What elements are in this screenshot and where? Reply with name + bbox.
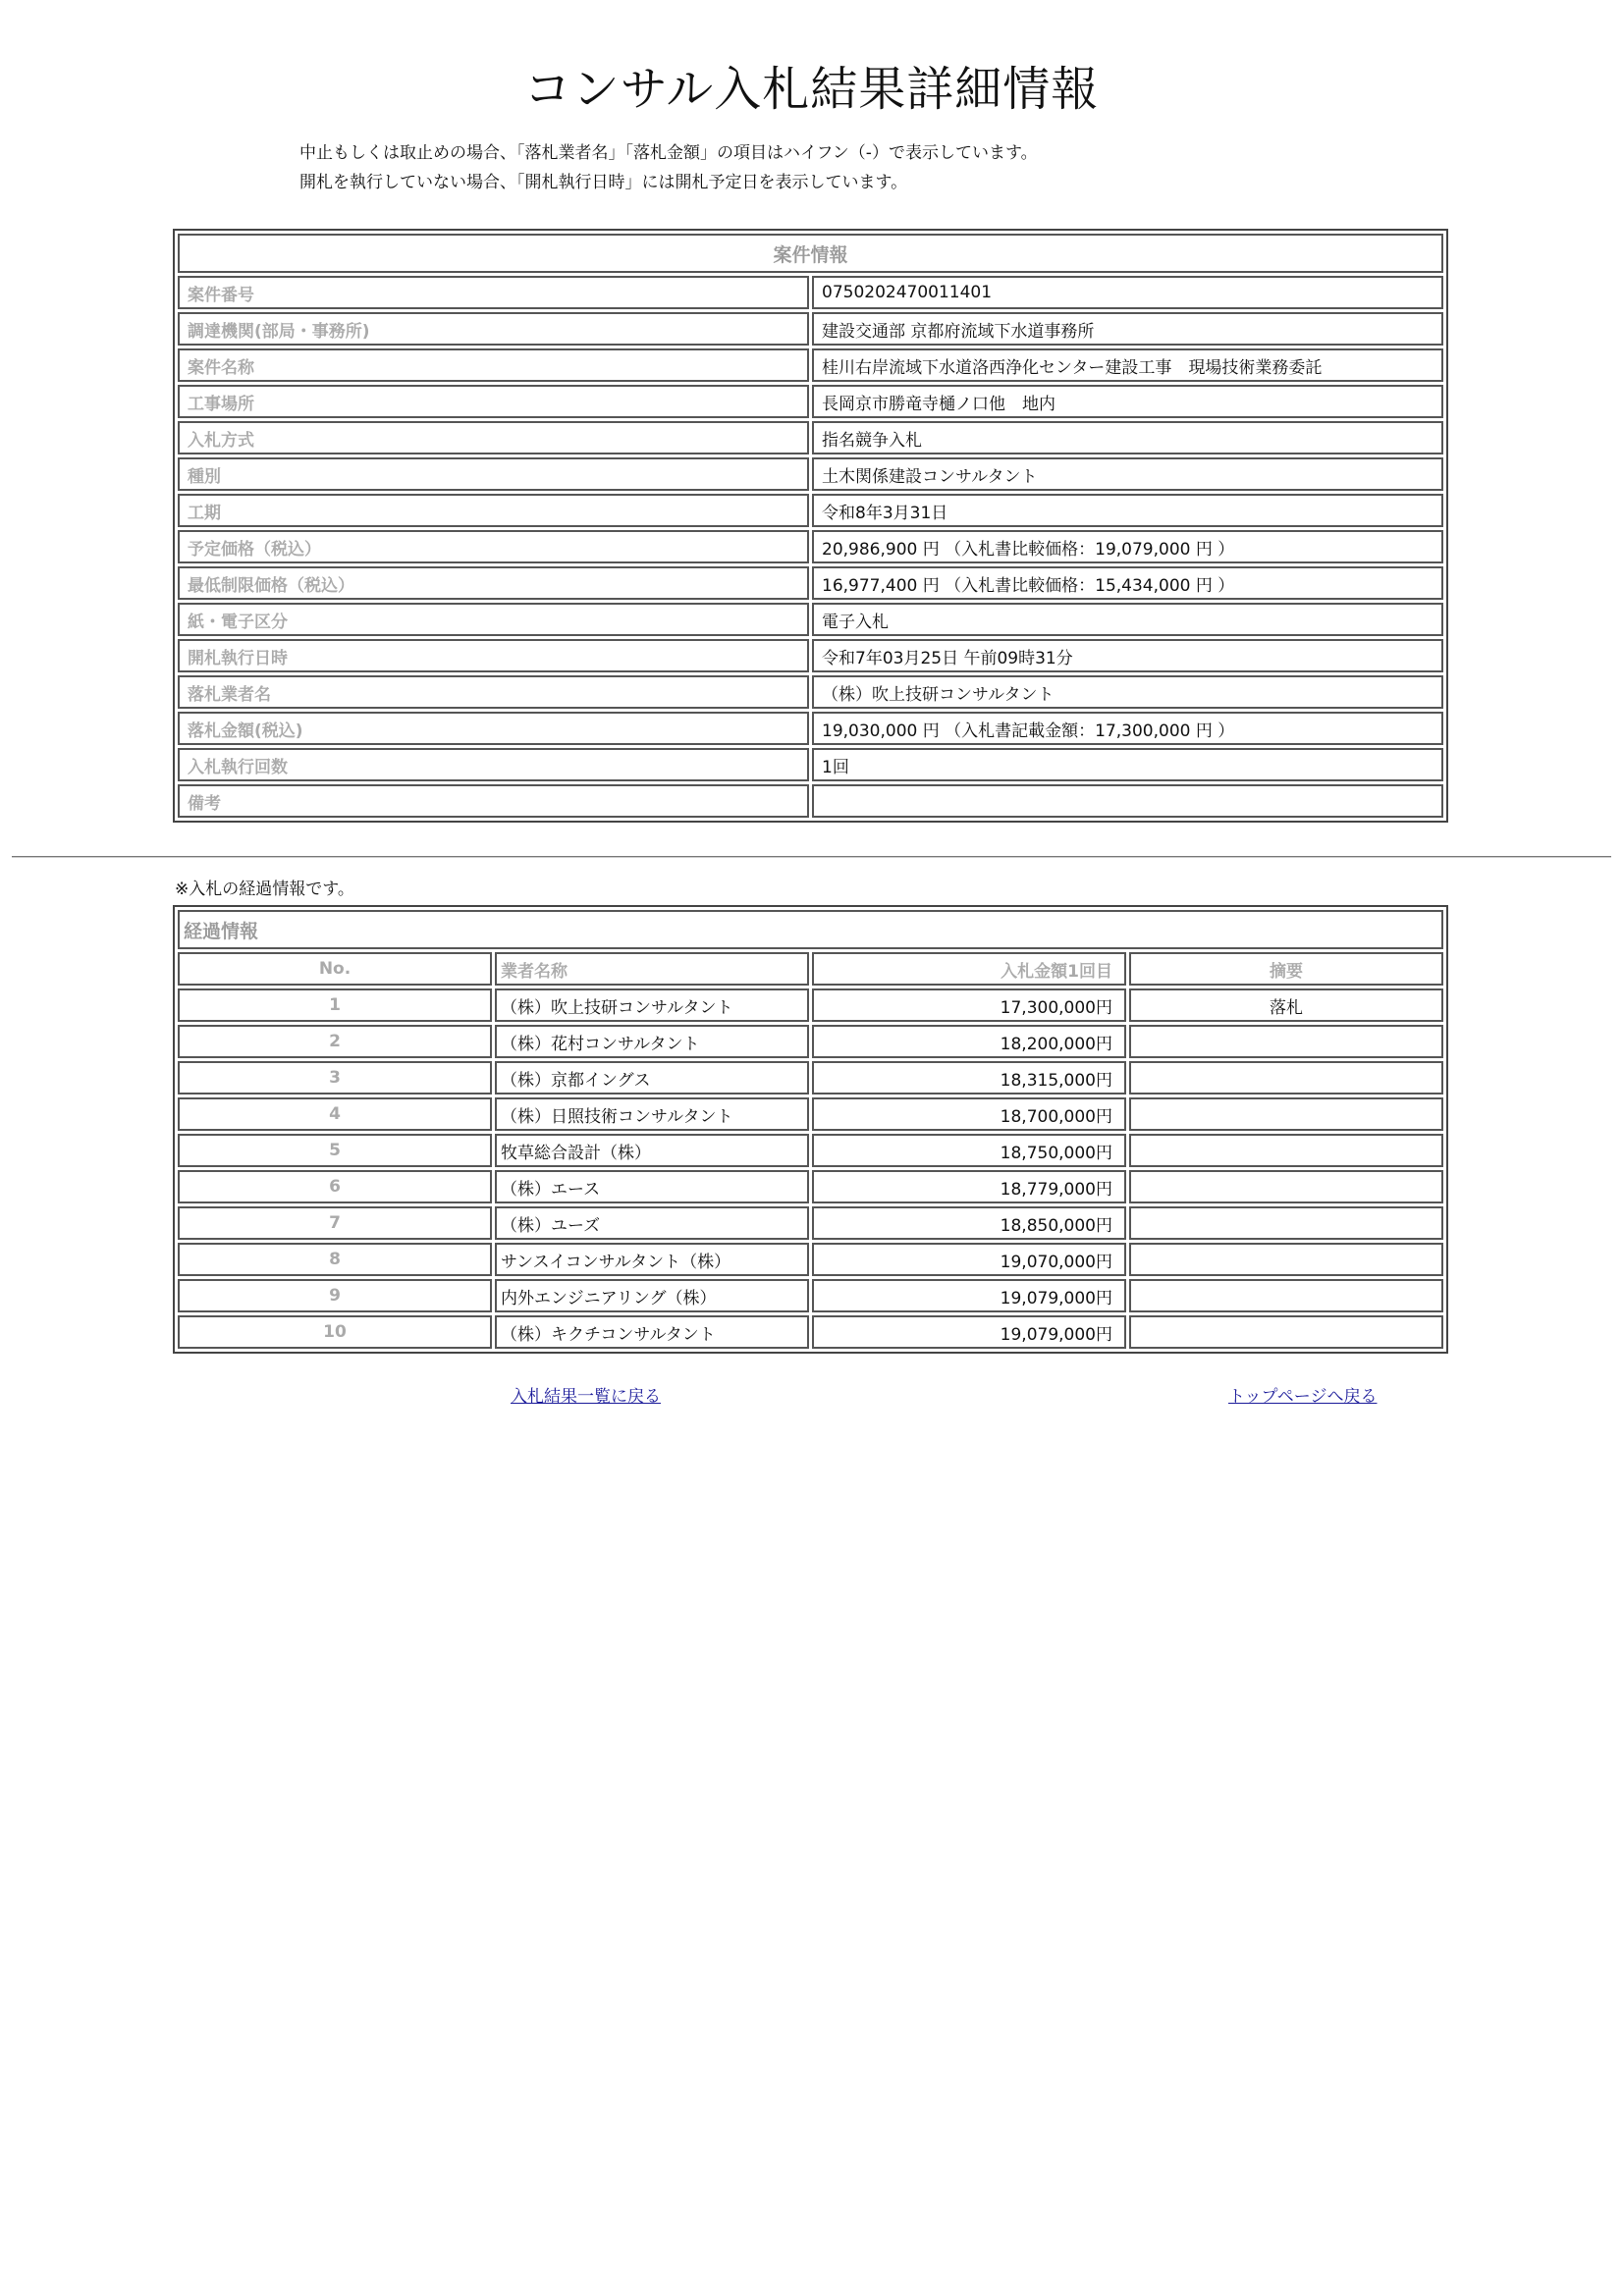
case-info-title-row xyxy=(178,234,1443,273)
bid-amount: 18,315,000円 xyxy=(812,1061,1126,1095)
header-no: No. xyxy=(178,952,492,986)
progress-title: 経過情報 xyxy=(178,910,1443,949)
case-info-value: 20,986,900 円 （入札書比較価格：19,079,000 円 ） xyxy=(812,530,1443,563)
bidder-name: （株）吹上技研コンサルタント xyxy=(495,988,809,1022)
progress-note: ※入札の経過情報です。 xyxy=(175,880,354,899)
bid-remarks xyxy=(1129,1170,1443,1203)
bid-remarks xyxy=(1129,1134,1443,1167)
case-info-label: 落札業者名 xyxy=(178,675,809,709)
table-row xyxy=(178,1134,1443,1167)
case-info-label: 種別 xyxy=(178,457,809,491)
case-info-value xyxy=(812,784,1443,818)
progress-table xyxy=(173,905,1448,1354)
note-line: 開札を執行していない場合、「開札執行日時」には開札予定日を表示しています。 xyxy=(299,173,908,192)
bidder-no: 4 xyxy=(178,1097,492,1131)
case-info-value: 長岡京市勝竜寺樋ノ口他 地内 xyxy=(812,385,1443,418)
bid-amount: 19,070,000円 xyxy=(812,1243,1126,1276)
bidder-no: 2 xyxy=(178,1025,492,1058)
notes xyxy=(299,138,1038,197)
case-info-row xyxy=(178,784,1443,818)
back-to-top-link[interactable]: トップページへ戻る xyxy=(1228,1387,1378,1407)
case-info-row xyxy=(178,748,1443,781)
bidder-name: 内外エンジニアリング（株） xyxy=(495,1279,809,1312)
divider xyxy=(12,856,1611,858)
case-info-value: 0750202470011401 xyxy=(812,276,1443,309)
case-info-row xyxy=(178,276,1443,309)
case-info-row xyxy=(178,675,1443,709)
header-remarks: 摘要 xyxy=(1129,952,1443,986)
bid-remarks: 落札 xyxy=(1129,988,1443,1022)
case-info-row xyxy=(178,348,1443,382)
case-info-row xyxy=(178,566,1443,600)
case-info-title: 案件情報 xyxy=(178,234,1443,273)
case-info-label: 入札方式 xyxy=(178,421,809,454)
case-info-label: 案件名称 xyxy=(178,348,809,382)
case-info-value: 土木関係建設コンサルタント xyxy=(812,457,1443,491)
bid-amount: 18,750,000円 xyxy=(812,1134,1126,1167)
table-row xyxy=(178,1061,1443,1095)
table-row xyxy=(178,1097,1443,1131)
case-info-label: 落札金額(税込) xyxy=(178,712,809,745)
table-row xyxy=(178,1279,1443,1312)
case-info-row xyxy=(178,603,1443,636)
case-info-value: 指名競争入札 xyxy=(812,421,1443,454)
case-info-row xyxy=(178,312,1443,346)
bidder-no: 5 xyxy=(178,1134,492,1167)
bid-remarks xyxy=(1129,1279,1443,1312)
case-info-value: 19,030,000 円 （入札書記載金額：17,300,000 円 ） xyxy=(812,712,1443,745)
bid-amount: 19,079,000円 xyxy=(812,1315,1126,1349)
bidder-no: 8 xyxy=(178,1243,492,1276)
bidder-no: 6 xyxy=(178,1170,492,1203)
case-info-value: 16,977,400 円 （入札書比較価格：15,434,000 円 ） xyxy=(812,566,1443,600)
table-row xyxy=(178,1170,1443,1203)
bid-remarks xyxy=(1129,1315,1443,1349)
bid-amount: 18,850,000円 xyxy=(812,1206,1126,1240)
case-info-label: 工事場所 xyxy=(178,385,809,418)
bidder-no: 9 xyxy=(178,1279,492,1312)
bidder-name: （株）花村コンサルタント xyxy=(495,1025,809,1058)
case-info-label: 開札執行日時 xyxy=(178,639,809,672)
bidder-name: （株）キクチコンサルタント xyxy=(495,1315,809,1349)
bid-remarks xyxy=(1129,1061,1443,1095)
case-info-label: 予定価格（税込） xyxy=(178,530,809,563)
bid-remarks xyxy=(1129,1206,1443,1240)
case-info-row xyxy=(178,421,1443,454)
case-info-label: 調達機関(部局・事務所) xyxy=(178,312,809,346)
note-line: 中止もしくは取止めの場合、「落札業者名」「落札金額」の項目はハイフン（-）で表示しています。 xyxy=(299,143,1038,163)
case-info-label: 案件番号 xyxy=(178,276,809,309)
bid-amount: 19,079,000円 xyxy=(812,1279,1126,1312)
case-info-value: 令和8年3月31日 xyxy=(812,494,1443,527)
case-info-row xyxy=(178,385,1443,418)
case-info-row xyxy=(178,494,1443,527)
progress-header-row xyxy=(178,952,1443,986)
case-info-label: 最低制限価格（税込） xyxy=(178,566,809,600)
page-title: コンサル入札結果詳細情報 xyxy=(523,62,1100,117)
case-info-value: （株）吹上技研コンサルタント xyxy=(812,675,1443,709)
case-info-row xyxy=(178,639,1443,672)
table-row xyxy=(178,1206,1443,1240)
case-info-value: 1回 xyxy=(812,748,1443,781)
progress-title-row xyxy=(178,910,1443,949)
bidder-no: 10 xyxy=(178,1315,492,1349)
bid-amount: 18,779,000円 xyxy=(812,1170,1126,1203)
case-info-label: 紙・電子区分 xyxy=(178,603,809,636)
table-row xyxy=(178,988,1443,1022)
case-info-table xyxy=(173,229,1448,823)
bid-amount: 18,200,000円 xyxy=(812,1025,1126,1058)
case-info-label: 備考 xyxy=(178,784,809,818)
bidder-name: （株）エース xyxy=(495,1170,809,1203)
bid-amount: 18,700,000円 xyxy=(812,1097,1126,1131)
table-row xyxy=(178,1315,1443,1349)
case-info-row xyxy=(178,457,1443,491)
back-to-list-link[interactable]: 入札結果一覧に戻る xyxy=(511,1387,661,1407)
bidder-no: 7 xyxy=(178,1206,492,1240)
bid-amount: 17,300,000円 xyxy=(812,988,1126,1022)
case-info-value: 電子入札 xyxy=(812,603,1443,636)
bid-remarks xyxy=(1129,1097,1443,1131)
header-amount: 入札金額1回目 xyxy=(812,952,1126,986)
case-info-value: 建設交通部 京都府流域下水道事務所 xyxy=(812,312,1443,346)
case-info-row xyxy=(178,712,1443,745)
table-row xyxy=(178,1243,1443,1276)
bidder-no: 3 xyxy=(178,1061,492,1095)
header-name: 業者名称 xyxy=(495,952,809,986)
bid-remarks xyxy=(1129,1243,1443,1276)
case-info-value: 桂川右岸流域下水道洛西浄化センター建設工事 現場技術業務委託 xyxy=(812,348,1443,382)
bid-remarks xyxy=(1129,1025,1443,1058)
case-info-row xyxy=(178,530,1443,563)
bidder-name: （株）日照技術コンサルタント xyxy=(495,1097,809,1131)
bidder-name: サンスイコンサルタント（株） xyxy=(495,1243,809,1276)
case-info-label: 入札執行回数 xyxy=(178,748,809,781)
case-info-label: 工期 xyxy=(178,494,809,527)
case-info-value: 令和7年03月25日 午前09時31分 xyxy=(812,639,1443,672)
bidder-name: 牧草総合設計（株） xyxy=(495,1134,809,1167)
bidder-name: （株）ユーズ xyxy=(495,1206,809,1240)
bidder-no: 1 xyxy=(178,988,492,1022)
bidder-name: （株）京都イングス xyxy=(495,1061,809,1095)
table-row xyxy=(178,1025,1443,1058)
